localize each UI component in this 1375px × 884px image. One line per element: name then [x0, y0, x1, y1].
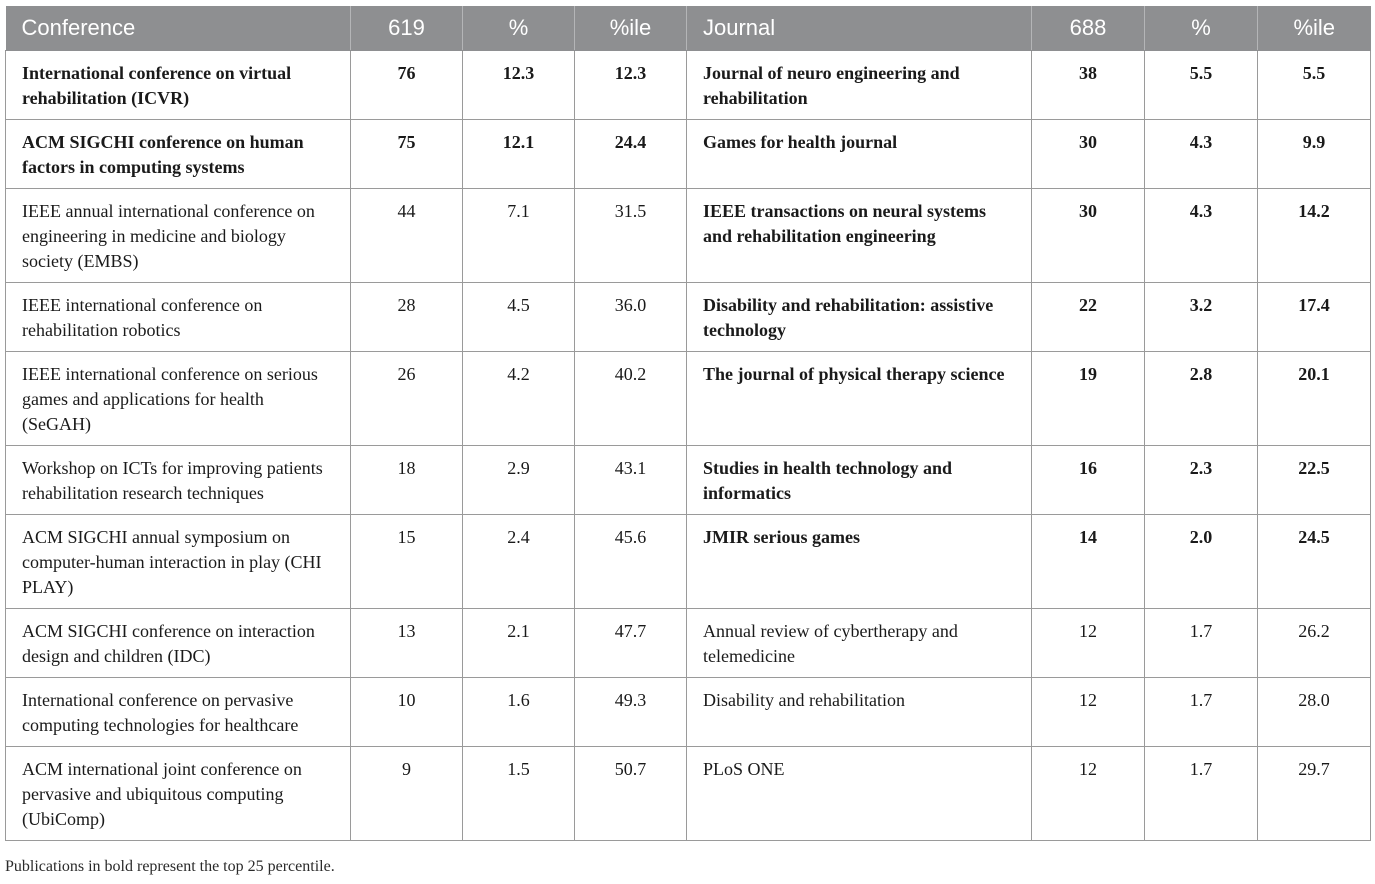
table-header-row [6, 6, 1371, 51]
journal-name: IEEE transactions on neural systems and rehabilitation engineering [687, 189, 1032, 283]
journal-name: JMIR serious games [687, 515, 1032, 609]
journal-percentile: 14.2 [1258, 189, 1371, 283]
conference-name: ACM international joint conference on pervasive and ubiquitous computing (UbiComp) [6, 747, 351, 841]
conference-name: Workshop on ICTs for improving patients rehabilitation research techniques [6, 446, 351, 515]
journal-name: PLoS ONE [687, 747, 1032, 841]
conference-name: IEEE annual international conference on engineering in medicine and biology society (EMBS) [6, 189, 351, 283]
conference-percentile: 47.7 [575, 609, 687, 678]
conference-count: 18 [351, 446, 463, 515]
header-journal: Journal [687, 6, 1032, 51]
journal-percentile: 17.4 [1258, 283, 1371, 352]
journal-count: 38 [1032, 51, 1145, 120]
table-row [6, 609, 1371, 678]
conference-count: 28 [351, 283, 463, 352]
journal-percentile: 5.5 [1258, 51, 1371, 120]
journal-percentile: 29.7 [1258, 747, 1371, 841]
header-conference: Conference [6, 6, 351, 51]
journal-percent: 2.3 [1145, 446, 1258, 515]
journal-percent: 5.5 [1145, 51, 1258, 120]
conference-percent: 1.5 [463, 747, 575, 841]
conference-name: ACM SIGCHI annual symposium on computer-human interaction in play (CHI PLAY) [6, 515, 351, 609]
journal-name: The journal of physical therapy science [687, 352, 1032, 446]
journal-percent: 4.3 [1145, 189, 1258, 283]
conference-count: 26 [351, 352, 463, 446]
journal-percent: 2.8 [1145, 352, 1258, 446]
journal-count: 16 [1032, 446, 1145, 515]
publication-venues-table [5, 6, 1371, 841]
conference-percentile: 40.2 [575, 352, 687, 446]
table-row [6, 352, 1371, 446]
conference-count: 75 [351, 120, 463, 189]
journal-percentile: 22.5 [1258, 446, 1371, 515]
header-journal-percentile: %ile [1258, 6, 1371, 51]
header-journal-total: 688 [1032, 6, 1145, 51]
conference-percent: 1.6 [463, 678, 575, 747]
conference-percent: 4.2 [463, 352, 575, 446]
journal-name: Disability and rehabilitation: assistive technology [687, 283, 1032, 352]
table-footnote: Publications in bold represent the top 25 percentile. [5, 858, 335, 875]
table-row [6, 120, 1371, 189]
conference-percentile: 50.7 [575, 747, 687, 841]
conference-percentile: 24.4 [575, 120, 687, 189]
table-row [6, 283, 1371, 352]
conference-percentile: 12.3 [575, 51, 687, 120]
journal-percentile: 26.2 [1258, 609, 1371, 678]
journal-percent: 1.7 [1145, 747, 1258, 841]
conference-name: International conference on pervasive computing technologies for healthcare [6, 678, 351, 747]
conference-percent: 2.9 [463, 446, 575, 515]
table-row [6, 678, 1371, 747]
journal-percent: 3.2 [1145, 283, 1258, 352]
journal-count: 14 [1032, 515, 1145, 609]
journal-name: Studies in health technology and informatics [687, 446, 1032, 515]
conference-percent: 12.1 [463, 120, 575, 189]
journal-name: Annual review of cybertherapy and telemedicine [687, 609, 1032, 678]
conference-percentile: 43.1 [575, 446, 687, 515]
conference-count: 15 [351, 515, 463, 609]
journal-percent: 1.7 [1145, 678, 1258, 747]
conference-count: 10 [351, 678, 463, 747]
conference-name: ACM SIGCHI conference on interaction design and children (IDC) [6, 609, 351, 678]
journal-percent: 4.3 [1145, 120, 1258, 189]
table-row [6, 51, 1371, 120]
conference-count: 76 [351, 51, 463, 120]
conference-count: 9 [351, 747, 463, 841]
journal-count: 12 [1032, 609, 1145, 678]
conference-count: 13 [351, 609, 463, 678]
journal-percent: 1.7 [1145, 609, 1258, 678]
table-row [6, 189, 1371, 283]
header-conference-percentile: %ile [575, 6, 687, 51]
journal-percentile: 20.1 [1258, 352, 1371, 446]
journal-count: 12 [1032, 678, 1145, 747]
conference-percent: 2.4 [463, 515, 575, 609]
journal-percentile: 24.5 [1258, 515, 1371, 609]
header-journal-percent: % [1145, 6, 1258, 51]
journal-percent: 2.0 [1145, 515, 1258, 609]
table-row [6, 446, 1371, 515]
conference-name: IEEE international conference on serious games and applications for health (SeGAH) [6, 352, 351, 446]
conference-percent: 12.3 [463, 51, 575, 120]
conference-percent: 4.5 [463, 283, 575, 352]
conference-count: 44 [351, 189, 463, 283]
journal-count: 30 [1032, 120, 1145, 189]
journal-name: Journal of neuro engineering and rehabilitation [687, 51, 1032, 120]
table-row [6, 747, 1371, 841]
conference-name: International conference on virtual rehabilitation (ICVR) [6, 51, 351, 120]
conference-percentile: 49.3 [575, 678, 687, 747]
table-row [6, 515, 1371, 609]
journal-name: Disability and rehabilitation [687, 678, 1032, 747]
header-conference-total: 619 [351, 6, 463, 51]
conference-percent: 2.1 [463, 609, 575, 678]
journal-percentile: 28.0 [1258, 678, 1371, 747]
conference-percent: 7.1 [463, 189, 575, 283]
conference-name: ACM SIGCHI conference on human factors in computing systems [6, 120, 351, 189]
journal-count: 22 [1032, 283, 1145, 352]
conference-percentile: 31.5 [575, 189, 687, 283]
journal-count: 19 [1032, 352, 1145, 446]
journal-percentile: 9.9 [1258, 120, 1371, 189]
conference-percentile: 45.6 [575, 515, 687, 609]
conference-name: IEEE international conference on rehabilitation robotics [6, 283, 351, 352]
header-conference-percent: % [463, 6, 575, 51]
journal-count: 30 [1032, 189, 1145, 283]
journal-name: Games for health journal [687, 120, 1032, 189]
conference-percentile: 36.0 [575, 283, 687, 352]
journal-count: 12 [1032, 747, 1145, 841]
